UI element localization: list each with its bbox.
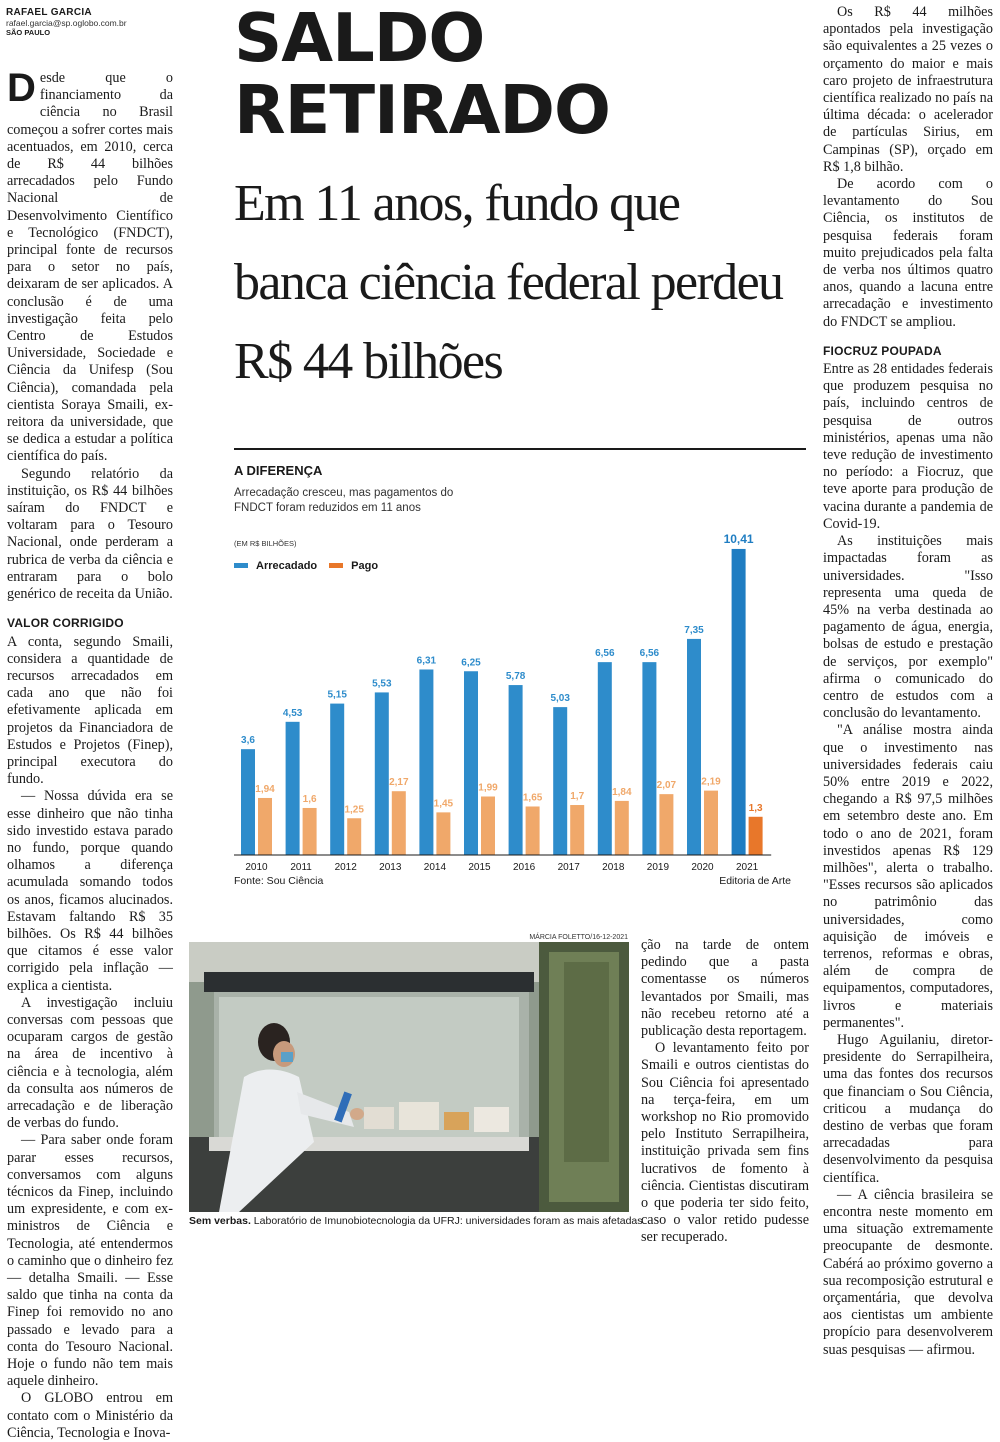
chart-subtitle: Arrecadação cresceu, mas pagamentos do FNDCT foram reduzidos em 11 anos (234, 487, 454, 514)
paragraph: — A ciência brasileira se encontra neste momento em uma situação extremamente preocupante de desmonte. Cabérá ao próximo governo a sua recomposição estrutural e orçamentária, que devolva aos cientistas um ambiente propício para desenvolverem suas pesquisas — afirmou. (823, 1186, 993, 1358)
subheading: FIOCRUZ POUPADA (823, 343, 942, 358)
tick-label-2019: 2019 (646, 862, 670, 873)
bar-arrecadado-2015 (464, 671, 478, 855)
bar-arrecadado-2013 (375, 692, 389, 855)
paragraph: A investigação incluiu conversas com pessoas que ocuparam cargos de gestão na área de incentivo à ciência e à tecnologia, além da consulta aos números de arrecadação e de liberação de verbas do fundo. (7, 994, 173, 1132)
data-label-pago-2015: 1,99 (478, 782, 498, 794)
tick-label-2021: 2021 (735, 862, 759, 873)
tick-label-2010: 2010 (245, 862, 268, 873)
bar-arrecadado-2020 (687, 639, 701, 855)
bar-pago-2014 (436, 812, 450, 855)
bar-pago-2010 (258, 798, 272, 855)
data-label-pago-2017: 1,7 (570, 791, 585, 803)
photo-caption-text: Laboratório de Imunobiotecnologia da UFRJ: universidades foram as mais afetadas (253, 1215, 643, 1227)
tick-label-2014: 2014 (423, 862, 447, 873)
tick-label-2017: 2017 (557, 862, 580, 873)
data-label-pago-2012: 1,25 (344, 804, 364, 816)
chart-credit: Editoria de Arte (719, 875, 791, 887)
bar-pago-2018 (615, 801, 629, 855)
paragraph: O levantamento feito por Smaili e outros cientistas do Sou Ciência foi apresentado na terça-feira, em um workshop no Rio promovido pelo Instituto Serrapilheira, instituição privada sem fins lucrativos de fomento à ciência. Cientistas discutiram o que poderia ter sido feito, caso o valor retido pudesse ser recuperado. (641, 1040, 809, 1246)
paragraph: As instituições mais impactadas foram as universidades. "Isso representa uma queda de 45% na verba destinada ao pagamento de água, energia, bolsas de estudo e prestação de serviços, por exemplo" afirma o comunicado do centro de estudos com a conclusão do levantamento. (823, 533, 993, 722)
chart-area (234, 448, 806, 898)
tick-label-2013: 2013 (379, 862, 402, 873)
bar-arrecadado-2017 (553, 707, 567, 855)
data-label-pago-2018: 1,84 (612, 786, 632, 798)
bar-pago-2012 (347, 818, 361, 855)
paragraph: Entre as 28 entidades federais que produzem pesquisa no país, incluindo centros de pesquisa de outros ministérios, apenas uma não teve redução de investimento no período: a Fiocruz, que teve aporte para produção de vacina durante a pandemia de Covid-19. (823, 361, 993, 532)
data-label-arrecadado-2012: 5,15 (327, 689, 347, 701)
byline-location: SÃO PAULO (6, 28, 51, 37)
bar-pago-2019 (659, 794, 673, 855)
photo-caption-lead: Sem verbas. (189, 1215, 251, 1227)
data-label-pago-2011: 1,6 (302, 793, 317, 805)
bar-arrecadado-2016 (509, 685, 523, 855)
bar-pago-2020 (704, 791, 718, 855)
lab-photo (189, 942, 629, 1212)
data-label-pago-2013: 2,17 (389, 777, 409, 789)
data-label-arrecadado-2016: 5,78 (505, 671, 526, 683)
article-column-1 (7, 66, 173, 1442)
data-label-arrecadado-2019: 6,56 (639, 648, 660, 660)
tick-label-2018: 2018 (602, 862, 625, 873)
legend-label-pago: Pago (351, 560, 379, 572)
bar-pago-2016 (526, 806, 540, 855)
bar-arrecadado-2014 (419, 669, 433, 855)
paragraph: esde que o financiamento da ciência no Brasil começou a sofrer cortes mais acentuados, em 2010, cerca de R$ 44 bilhões arrecadados pelo Fundo Nacional de Desenvolvimento Científico e Tecnológico (FNDCT), principal fonte de recursos para o setor no país, deixaram de ser aplicados. A conclusão é de uma investigação feita pelo Centro de Estudos Universidade, Sociedade e Ciência da Unifesp (Sou Ciência), comandada pela cientista Soraya Smaili, ex-reitora da universidade, que se dedica a estudar a política científica do país. (7, 70, 173, 465)
article-column-3 (641, 937, 809, 1247)
subheading: VALOR CORRIGIDO (7, 616, 124, 631)
paragraph: O GLOBO entrou em contato com o Ministério da Ciência, Tecnologia e Inova- (7, 1390, 173, 1441)
data-label-arrecadado-2015: 6,25 (461, 657, 481, 669)
bar-arrecadado-2012 (330, 704, 344, 855)
data-label-pago-2021: 1,3 (748, 802, 763, 814)
data-label-arrecadado-2018: 6,56 (595, 648, 615, 660)
data-label-pago-2014: 1,45 (433, 798, 454, 810)
bar-pago-2013 (392, 791, 406, 855)
paragraph: A conta, segundo Smaili, considera a quantidade de recursos arrecadados em cada ano que não foi efetivamente aplicada em projetos da Financiadora de Estudos e Projetos (Finep), principal executora do fundo. (7, 633, 173, 788)
paragraph: De acordo com o levantamento do Sou Ciência, os institutos de pesquisa federais foram muito prejudicados pela falta de verba nos últimos quatro anos, quando a lacuna entre arrecadação e investimento do FNDCT se ampliou. (823, 176, 993, 330)
bar-pago-2021 (749, 817, 763, 855)
chart-unit-note: (EM R$ BILHÕES) (234, 539, 297, 548)
tick-label-2012: 2012 (334, 862, 357, 873)
data-label-pago-2019: 2,07 (656, 780, 677, 792)
tick-label-2011: 2011 (290, 862, 312, 873)
data-label-arrecadado-2017: 5,03 (550, 693, 570, 705)
data-label-arrecadado-2010: 3,6 (241, 735, 255, 747)
tick-label-2015: 2015 (468, 862, 491, 873)
byline-author: RAFAEL GARCIA (6, 7, 92, 18)
bar-arrecadado-2019 (642, 662, 656, 855)
bar-chart (234, 448, 806, 893)
data-label-pago-2020: 2,19 (701, 776, 721, 788)
tick-label-2016: 2016 (512, 862, 536, 873)
dropcap: D (7, 66, 36, 110)
paragraph: Os R$ 44 milhões apontados pela investigação são equivalentes a 25 vezes o orçamento do maior e mais caro projeto de infraestrutura científica realizado no país na última década: o acelerador de partículas Sirius, em Campinas (SP), orçado em R$ 1,8 bilhão. (823, 4, 993, 175)
data-label-arrecadado-2020: 7,35 (684, 624, 704, 636)
paragraph: Hugo Aguilaniu, diretor-presidente do Serrapilheira, uma das fontes dos recursos que financiam o Sou Ciência, criticou a mudança do destino de verbas que foram arrecadadas para desenvolvimento da pesquisa científica. (823, 1031, 993, 1186)
data-label-arrecadado-2021: 10,41 (723, 531, 754, 546)
bar-pago-2017 (570, 805, 584, 855)
paragraph: Segundo relatório da instituição, os R$ 44 bilhões saíram do FNDCT e voltaram para o Tesouro Nacional, onde perderam a rubrica de verba da ciência e entraram para o bolo genérico de receita da União. (7, 465, 173, 603)
headline-kicker: SALDO RETIRADO (234, 0, 611, 149)
data-label-arrecadado-2011: 4,53 (282, 707, 303, 719)
tick-label-2020: 2020 (691, 862, 714, 873)
chart-title: A DIFERENÇA (234, 463, 323, 478)
paragraph: — Para saber onde foram parar esses recursos, conversamos com alguns técnicos da Finep, incluindo um expresidente, e com ex-ministros de Ciência e Tecnologia, até entendermos o caminho que o dinheiro fez — detalha Smaili. — Esse saldo que tinha na conta da Finep foi removido no ano passado e levado para a conta do Tesouro Nacional. Hoje o fundo não tem mais aquele dinheiro. (7, 1132, 173, 1390)
bar-pago-2015 (481, 796, 495, 855)
headline-title: Em 11 anos, fundo que banca ciência federal perdeu R$ 44 bilhões (234, 175, 783, 390)
byline-email: rafael.garcia@sp.oglobo.com.br (6, 18, 127, 28)
data-label-pago-2010: 1,94 (255, 783, 275, 795)
bar-arrecadado-2021 (732, 549, 746, 855)
bar-pago-2011 (303, 808, 317, 855)
legend-label-arrecadado: Arrecadado (256, 560, 318, 572)
bar-arrecadado-2018 (598, 662, 612, 855)
lab-photo-illustration (189, 942, 629, 1212)
bar-arrecadado-2011 (286, 722, 300, 855)
paragraph: "A análise mostra ainda que o investimento nas universidades federais caiu 50% entre 2019 e 2022, chegando a R$ 97,5 milhões em setembro deste ano. Em todo o ano de 2021, foram investidos apenas R$ 129 milhões", alerta o trabalho. "Esses recursos são aplicados no patrimônio das universidades, como aquisição de imóveis e terrenos, reformas e obras, além de compra de equipamentos, computadores, livros e materiais permanentes". (823, 722, 993, 1031)
data-label-arrecadado-2013: 5,53 (372, 678, 392, 690)
paragraph: ção na tarde de ontem pedindo que a pasta comentasse os números levantados por Smaili, mas não recebeu retorno até a publicação desta reportagem. (641, 937, 809, 1040)
bar-arrecadado-2010 (241, 749, 255, 855)
data-label-pago-2016: 1,65 (522, 792, 543, 804)
chart-source: Fonte: Sou Ciência (234, 875, 324, 887)
article-column-4 (823, 4, 993, 1359)
data-label-arrecadado-2014: 6,31 (416, 655, 437, 667)
photo-caption (189, 1215, 643, 1227)
photo-credit: MÁRCIA FOLETTO/16-12-2021 (529, 934, 628, 941)
byline (6, 7, 176, 37)
paragraph: — Nossa dúvida era se esse dinheiro que não tinha sido investido estava parado no fundo, porque quando olhamos a diferença acumulada somando todos os anos, ficamos alucinados. Estavam faltando R$ 35 bilhões. Os R$ 44 bilhões que citamos é esse valor corrigido pela inflação — explica a cientista. (7, 788, 173, 994)
